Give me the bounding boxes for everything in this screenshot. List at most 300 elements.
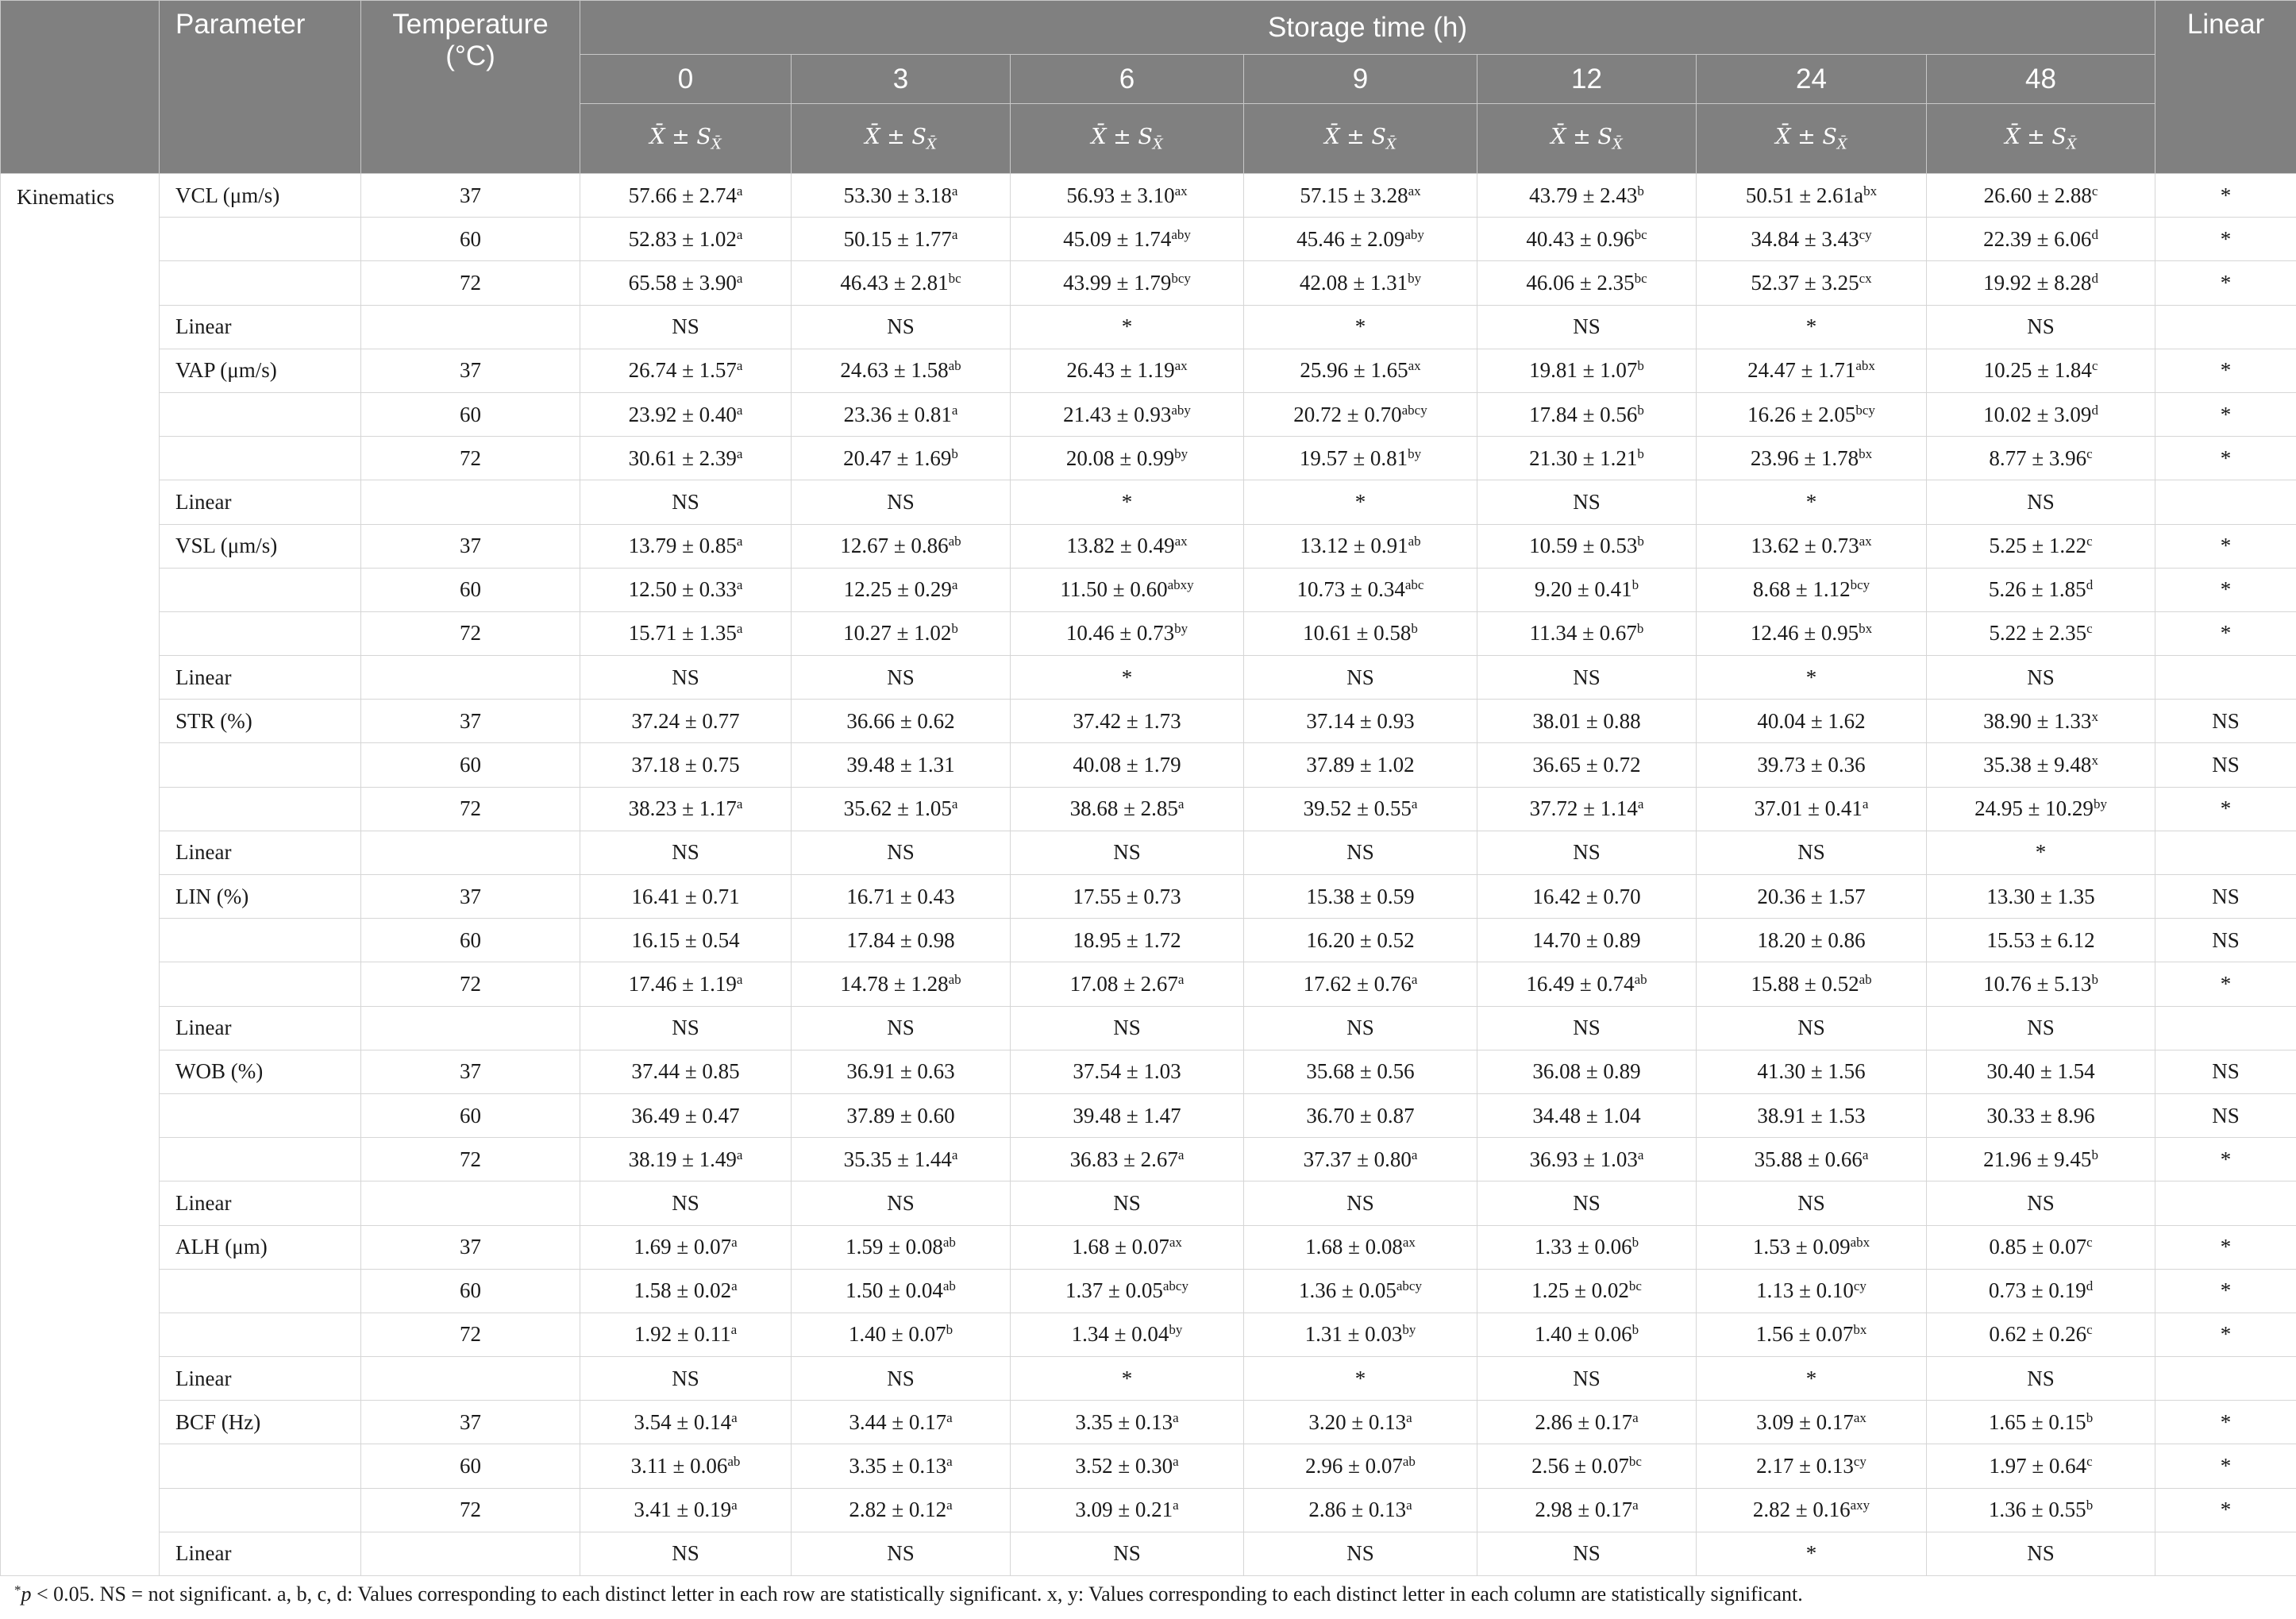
- parameter-name: WOB (%): [160, 1050, 361, 1093]
- value-cell: [792, 875, 1011, 919]
- significance-superscript: bx: [1853, 1322, 1867, 1338]
- significance-superscript: x: [2091, 753, 2098, 769]
- value-cell: [580, 1401, 792, 1444]
- value-text: 30.61 ± 2.39: [628, 445, 737, 470]
- header-time-9: 9: [1244, 55, 1477, 104]
- value-cell: [792, 1401, 1011, 1444]
- value-cell: [1477, 568, 1697, 611]
- value-cell: [1477, 1269, 1697, 1313]
- value-cell: [1477, 700, 1697, 743]
- parameter-name: [160, 1444, 361, 1488]
- significance-superscript: ax: [1174, 183, 1188, 199]
- value-cell: [1477, 524, 1697, 568]
- value-cell: [792, 349, 1011, 392]
- value-cell: [792, 1313, 1011, 1356]
- linear-value-cell: NS: [580, 1181, 792, 1225]
- header-stat-symbol: X̄ ± $S_{X̄}$: [1011, 104, 1244, 174]
- value-text: 1.13 ± 0.10: [1756, 1278, 1854, 1303]
- value-text: 17.46 ± 1.19: [628, 971, 737, 996]
- parameter-name: [160, 962, 361, 1006]
- header-time-3: 3: [792, 55, 1011, 104]
- significance-superscript: a: [1411, 796, 1418, 812]
- significance-superscript: d: [2091, 270, 2098, 286]
- value-cell: [1244, 700, 1477, 743]
- linear-value-cell: NS: [1927, 1006, 2155, 1050]
- value-cell: [580, 611, 792, 655]
- value-cell: [1697, 700, 1927, 743]
- value-cell: [1477, 743, 1697, 787]
- value-cell: [1927, 174, 2155, 218]
- value-cell: [1244, 875, 1477, 919]
- value-cell: [1697, 743, 1927, 787]
- value-cell: [1477, 1401, 1697, 1444]
- value-cell: [580, 1488, 792, 1532]
- value-text: 1.36 ± 0.55: [1988, 1498, 2086, 1522]
- value-text: 10.46 ± 0.73: [1065, 621, 1175, 646]
- linear-value-cell: NS: [580, 656, 792, 700]
- value-text: 30.33 ± 8.96: [1986, 1103, 2095, 1128]
- value-text: 45.09 ± 1.74: [1063, 226, 1172, 251]
- significance-superscript: axy: [1850, 1498, 1870, 1513]
- value-cell: [1244, 1138, 1477, 1181]
- significance-superscript: b: [1631, 1322, 1639, 1338]
- value-text: 1.31 ± 0.03: [1304, 1322, 1403, 1347]
- value-cell: [792, 568, 1011, 611]
- value-text: 12.25 ± 0.29: [843, 577, 952, 602]
- value-text: 18.95 ± 1.72: [1073, 927, 1181, 952]
- value-text: 1.33 ± 0.06: [1534, 1235, 1632, 1259]
- significance-superscript: aby: [1404, 226, 1424, 242]
- value-cell: [1697, 349, 1927, 392]
- value-cell: [792, 700, 1011, 743]
- linear-value-cell: NS: [792, 1181, 1011, 1225]
- linear-value-cell: NS: [792, 831, 1011, 874]
- table-row: [1, 1269, 2296, 1313]
- significance-superscript: a: [1411, 971, 1418, 987]
- temperature-cell: 37: [361, 1225, 580, 1269]
- linear-cell: *: [2155, 437, 2296, 480]
- value-cell: [1244, 962, 1477, 1006]
- significance-superscript: cy: [1853, 1454, 1866, 1470]
- value-text: 12.67 ± 0.86: [840, 534, 949, 558]
- linear-row: [1, 480, 2296, 524]
- value-text: 13.30 ± 1.35: [1986, 884, 2095, 908]
- linear-value-cell: *: [1697, 1357, 1927, 1401]
- value-cell: [1477, 962, 1697, 1006]
- value-cell: [1927, 349, 2155, 392]
- value-cell: [1697, 1401, 1927, 1444]
- value-text: 16.42 ± 0.70: [1532, 884, 1641, 908]
- value-text: 18.20 ± 0.86: [1757, 927, 1866, 952]
- value-cell: [1477, 261, 1697, 305]
- linear-value-cell: NS: [580, 305, 792, 349]
- temperature-cell: 37: [361, 1050, 580, 1093]
- value-text: 14.78 ± 1.28: [840, 971, 949, 996]
- value-cell: [1927, 1401, 2155, 1444]
- linear-cell: *: [2155, 787, 2296, 831]
- linear-row: [1, 1181, 2296, 1225]
- linear-cell: NS: [2155, 919, 2296, 962]
- value-text: 36.83 ± 2.67: [1069, 1147, 1178, 1171]
- empty-cell: [361, 656, 580, 700]
- empty-cell: [2155, 831, 2296, 874]
- value-cell: [1244, 1269, 1477, 1313]
- value-cell: [1011, 611, 1244, 655]
- value-text: 2.86 ± 0.17: [1535, 1409, 1633, 1434]
- value-cell: [1011, 787, 1244, 831]
- linear-value-cell: NS: [1477, 480, 1697, 524]
- value-cell: [1927, 787, 2155, 831]
- linear-cell: *: [2155, 1269, 2296, 1313]
- value-text: 14.70 ± 0.89: [1532, 927, 1641, 952]
- linear-cell: *: [2155, 1488, 2296, 1532]
- value-text: 19.57 ± 0.81: [1299, 445, 1408, 470]
- significance-superscript: c: [2091, 183, 2098, 199]
- linear-cell: *: [2155, 524, 2296, 568]
- header-linear: Linear: [2155, 1, 2296, 174]
- table-row: [1, 524, 2296, 568]
- significance-superscript: cx: [1859, 270, 1872, 286]
- significance-superscript: a: [1173, 1454, 1179, 1470]
- value-text: 2.17 ± 0.13: [1756, 1454, 1854, 1478]
- value-text: 43.99 ± 1.79: [1063, 270, 1172, 295]
- value-cell: [1477, 174, 1697, 218]
- value-cell: [1244, 787, 1477, 831]
- significance-superscript: ax: [1174, 534, 1188, 549]
- linear-value-cell: NS: [1244, 1532, 1477, 1575]
- linear-value-cell: NS: [580, 1357, 792, 1401]
- significance-superscript: b: [2091, 971, 2098, 987]
- value-cell: [580, 1138, 792, 1181]
- significance-superscript: a: [951, 226, 958, 242]
- value-text: 46.43 ± 2.81: [840, 270, 949, 295]
- empty-cell: [361, 1532, 580, 1575]
- value-cell: [1011, 743, 1244, 787]
- value-text: 1.56 ± 0.07: [1755, 1322, 1854, 1347]
- linear-value-cell: *: [1011, 305, 1244, 349]
- significance-superscript: a: [730, 1322, 738, 1338]
- temperature-cell: 72: [361, 962, 580, 1006]
- linear-value-cell: NS: [1477, 1357, 1697, 1401]
- value-text: 15.88 ± 0.52: [1751, 971, 1859, 996]
- significance-superscript: a: [736, 971, 743, 987]
- value-text: 50.15 ± 1.77: [843, 226, 952, 251]
- temperature-cell: 60: [361, 743, 580, 787]
- temperature-cell: 37: [361, 875, 580, 919]
- value-text: 21.96 ± 9.45: [1983, 1147, 2092, 1171]
- temperature-cell: 37: [361, 700, 580, 743]
- value-text: 57.15 ± 3.28: [1300, 183, 1408, 207]
- group-label: Kinematics: [1, 174, 160, 1576]
- value-cell: [792, 1138, 1011, 1181]
- table-row: [1, 787, 2296, 831]
- significance-superscript: bcy: [1850, 577, 1870, 593]
- value-cell: [1477, 787, 1697, 831]
- value-text: 57.66 ± 2.74: [628, 183, 737, 207]
- linear-cell: *: [2155, 1225, 2296, 1269]
- significance-superscript: b: [946, 1322, 953, 1338]
- value-text: 34.48 ± 1.04: [1532, 1103, 1641, 1128]
- value-text: 5.22 ± 2.35: [1989, 621, 2087, 646]
- value-cell: [1697, 568, 1927, 611]
- temperature-cell: 60: [361, 392, 580, 436]
- parameter-name: [160, 611, 361, 655]
- linear-cell: *: [2155, 1138, 2296, 1181]
- linear-cell: NS: [2155, 1050, 2296, 1093]
- value-text: 26.43 ± 1.19: [1066, 358, 1175, 383]
- value-cell: [1697, 437, 1927, 480]
- significance-superscript: by: [1408, 270, 1422, 286]
- value-text: 15.38 ± 0.59: [1306, 884, 1415, 908]
- header-parameter: Parameter: [160, 1, 361, 174]
- empty-cell: [361, 1181, 580, 1225]
- linear-cell: NS: [2155, 743, 2296, 787]
- significance-superscript: a: [1862, 1147, 1869, 1162]
- value-text: 20.47 ± 1.69: [843, 445, 952, 470]
- value-text: 30.40 ± 1.54: [1986, 1059, 2095, 1084]
- value-text: 0.73 ± 0.19: [1988, 1278, 2086, 1303]
- value-text: 24.63 ± 1.58: [840, 358, 949, 383]
- header-blank: [1, 1, 160, 174]
- linear-value-cell: NS: [792, 1532, 1011, 1575]
- value-cell: [580, 700, 792, 743]
- table-row: [1, 743, 2296, 787]
- value-text: 17.84 ± 0.98: [846, 927, 955, 952]
- empty-cell: [2155, 656, 2296, 700]
- value-cell: [1927, 261, 2155, 305]
- linear-value-cell: NS: [1011, 1532, 1244, 1575]
- linear-value-cell: NS: [792, 480, 1011, 524]
- significance-superscript: aby: [1171, 402, 1191, 418]
- value-text: 1.25 ± 0.02: [1531, 1278, 1629, 1303]
- significance-superscript: d: [2086, 577, 2094, 593]
- significance-superscript: a: [1177, 1147, 1185, 1162]
- value-text: 3.44 ± 0.17: [849, 1409, 947, 1434]
- value-text: 21.43 ± 0.93: [1063, 402, 1172, 426]
- value-text: 19.81 ± 1.07: [1529, 358, 1638, 383]
- empty-cell: [361, 480, 580, 524]
- value-cell: [792, 392, 1011, 436]
- significance-superscript: by: [2093, 796, 2107, 812]
- value-cell: [1927, 1138, 2155, 1181]
- value-text: 50.51 ± 2.61a: [1745, 183, 1864, 207]
- value-cell: [1011, 1401, 1244, 1444]
- header-stat-symbol: X̄ ± $S_{X̄}$: [1477, 104, 1697, 174]
- significance-superscript: a: [736, 226, 743, 242]
- significance-superscript: cy: [1853, 1278, 1866, 1294]
- significance-superscript: b: [2086, 1409, 2094, 1425]
- significance-superscript: a: [1177, 796, 1185, 812]
- linear-value-cell: NS: [1697, 1006, 1927, 1050]
- value-text: 10.27 ± 1.02: [843, 621, 952, 646]
- value-cell: [1244, 261, 1477, 305]
- linear-value-cell: *: [1011, 1357, 1244, 1401]
- table-row: [1, 1444, 2296, 1488]
- value-text: 10.59 ± 0.53: [1529, 534, 1638, 558]
- linear-value-cell: NS: [1477, 1181, 1697, 1225]
- table-row: [1, 611, 2296, 655]
- value-text: 2.96 ± 0.07: [1305, 1454, 1403, 1478]
- temperature-cell: 72: [361, 1488, 580, 1532]
- value-cell: [1011, 1313, 1244, 1356]
- value-text: 17.62 ± 0.76: [1303, 971, 1412, 996]
- significance-superscript: b: [2086, 1498, 2094, 1513]
- temperature-cell: 72: [361, 261, 580, 305]
- value-text: 16.71 ± 0.43: [846, 884, 955, 908]
- linear-value-cell: *: [1927, 831, 2155, 874]
- significance-superscript: a: [736, 1147, 743, 1162]
- linear-value-cell: NS: [580, 1532, 792, 1575]
- footnote: [14, 1582, 2285, 1606]
- table-row: [1, 437, 2296, 480]
- significance-superscript: a: [1411, 1147, 1418, 1162]
- significance-superscript: aby: [1171, 226, 1191, 242]
- value-cell: [1927, 743, 2155, 787]
- value-text: 36.93 ± 1.03: [1529, 1147, 1638, 1171]
- value-cell: [1011, 1444, 1244, 1488]
- significance-superscript: a: [1637, 1147, 1644, 1162]
- value-text: 36.49 ± 0.47: [631, 1103, 740, 1128]
- table-row: [1, 349, 2296, 392]
- value-text: 25.96 ± 1.65: [1300, 358, 1408, 383]
- value-cell: [792, 611, 1011, 655]
- value-text: 22.39 ± 6.06: [1983, 226, 2092, 251]
- value-text: 17.84 ± 0.56: [1529, 402, 1638, 426]
- significance-superscript: ax: [1408, 358, 1421, 374]
- value-cell: [1697, 787, 1927, 831]
- linear-value-cell: *: [1011, 480, 1244, 524]
- value-cell: [1477, 349, 1697, 392]
- significance-superscript: abcy: [1396, 1278, 1422, 1294]
- linear-cell: *: [2155, 1401, 2296, 1444]
- value-cell: [1927, 218, 2155, 261]
- significance-superscript: abx: [1855, 358, 1875, 374]
- significance-superscript: b: [1637, 445, 1644, 461]
- significance-superscript: b: [1637, 402, 1644, 418]
- value-cell: [792, 524, 1011, 568]
- value-text: 34.84 ± 3.43: [1751, 226, 1859, 251]
- value-cell: [792, 218, 1011, 261]
- value-cell: [1927, 1444, 2155, 1488]
- linear-value-cell: NS: [580, 480, 792, 524]
- parameter-name: VCL (μm/s): [160, 174, 361, 218]
- table-row: [1, 700, 2296, 743]
- significance-superscript: cy: [1859, 226, 1872, 242]
- value-cell: [1011, 261, 1244, 305]
- value-text: 10.76 ± 5.13: [1983, 971, 2092, 996]
- value-text: 15.53 ± 6.12: [1986, 927, 2095, 952]
- value-text: 37.14 ± 0.93: [1306, 708, 1415, 733]
- value-cell: [580, 1444, 792, 1488]
- value-text: 12.46 ± 0.95: [1750, 621, 1859, 646]
- value-cell: [580, 174, 792, 218]
- value-cell: [1244, 611, 1477, 655]
- table-row: [1, 261, 2296, 305]
- value-text: 23.92 ± 0.40: [628, 402, 737, 426]
- value-cell: [1927, 611, 2155, 655]
- linear-row: [1, 1006, 2296, 1050]
- parameter-name: STR (%): [160, 700, 361, 743]
- significance-superscript: a: [736, 577, 743, 593]
- temperature-cell: 60: [361, 919, 580, 962]
- linear-cell: *: [2155, 611, 2296, 655]
- value-text: 37.89 ± 0.60: [846, 1103, 955, 1128]
- value-text: 13.62 ± 0.73: [1751, 534, 1859, 558]
- significance-superscript: a: [1632, 1498, 1639, 1513]
- value-cell: [1244, 1488, 1477, 1532]
- significance-superscript: ab: [727, 1454, 741, 1470]
- empty-cell: [361, 1357, 580, 1401]
- parameter-name: [160, 743, 361, 787]
- linear-cell: *: [2155, 261, 2296, 305]
- value-cell: [580, 349, 792, 392]
- linear-value-cell: NS: [792, 1006, 1011, 1050]
- temperature-cell: 72: [361, 787, 580, 831]
- significance-superscript: c: [2086, 1454, 2093, 1470]
- value-text: 8.77 ± 3.96: [1989, 445, 2087, 470]
- significance-superscript: ax: [1408, 183, 1421, 199]
- value-text: 1.97 ± 0.64: [1989, 1454, 2087, 1478]
- value-cell: [580, 261, 792, 305]
- linear-value-cell: *: [1244, 1357, 1477, 1401]
- value-text: 2.82 ± 0.12: [849, 1498, 947, 1522]
- value-text: 0.62 ± 0.26: [1989, 1322, 2087, 1347]
- header-stat-symbol: X̄ ± $S_{X̄}$: [1244, 104, 1477, 174]
- parameter-name: [160, 1138, 361, 1181]
- value-cell: [1697, 524, 1927, 568]
- significance-superscript: a: [1173, 1498, 1179, 1513]
- value-cell: [1927, 1093, 2155, 1137]
- significance-superscript: b: [1631, 1235, 1639, 1251]
- value-text: 11.50 ± 0.60: [1060, 577, 1168, 602]
- significance-superscript: b: [951, 445, 958, 461]
- value-text: 37.89 ± 1.02: [1306, 753, 1415, 777]
- linear-value-cell: NS: [792, 1357, 1011, 1401]
- value-cell: [792, 1444, 1011, 1488]
- value-text: 38.19 ± 1.49: [628, 1147, 737, 1171]
- linear-value-cell: NS: [792, 656, 1011, 700]
- value-cell: [1477, 1050, 1697, 1093]
- value-text: 37.72 ± 1.14: [1529, 796, 1638, 821]
- value-text: 36.91 ± 0.63: [846, 1059, 955, 1084]
- value-text: 40.04 ± 1.62: [1757, 708, 1866, 733]
- value-text: 1.68 ± 0.07: [1072, 1235, 1169, 1259]
- value-text: 3.41 ± 0.19: [634, 1498, 732, 1522]
- significance-superscript: by: [1174, 445, 1188, 461]
- value-cell: [1244, 349, 1477, 392]
- temperature-cell: 60: [361, 1269, 580, 1313]
- value-text: 35.88 ± 0.66: [1754, 1147, 1863, 1171]
- value-cell: [792, 1269, 1011, 1313]
- value-cell: [1927, 524, 2155, 568]
- value-cell: [1011, 700, 1244, 743]
- value-text: 20.36 ± 1.57: [1757, 884, 1866, 908]
- header-stat-symbol: X̄ ± $S_{X̄}$: [1927, 104, 2155, 174]
- value-cell: [1244, 1444, 1477, 1488]
- table-row: [1, 1401, 2296, 1444]
- value-cell: [580, 568, 792, 611]
- value-text: 9.20 ± 0.41: [1534, 577, 1632, 602]
- value-text: 3.09 ± 0.21: [1075, 1498, 1173, 1522]
- linear-row-label: Linear: [160, 305, 361, 349]
- parameter-name: ALH (μm): [160, 1225, 361, 1269]
- footnote-marker: *: [14, 1582, 21, 1598]
- header-time-0: 0: [580, 55, 792, 104]
- value-text: 3.35 ± 0.13: [1075, 1409, 1173, 1434]
- linear-value-cell: NS: [1244, 831, 1477, 874]
- linear-value-cell: NS: [1927, 1532, 2155, 1575]
- value-cell: [1477, 1138, 1697, 1181]
